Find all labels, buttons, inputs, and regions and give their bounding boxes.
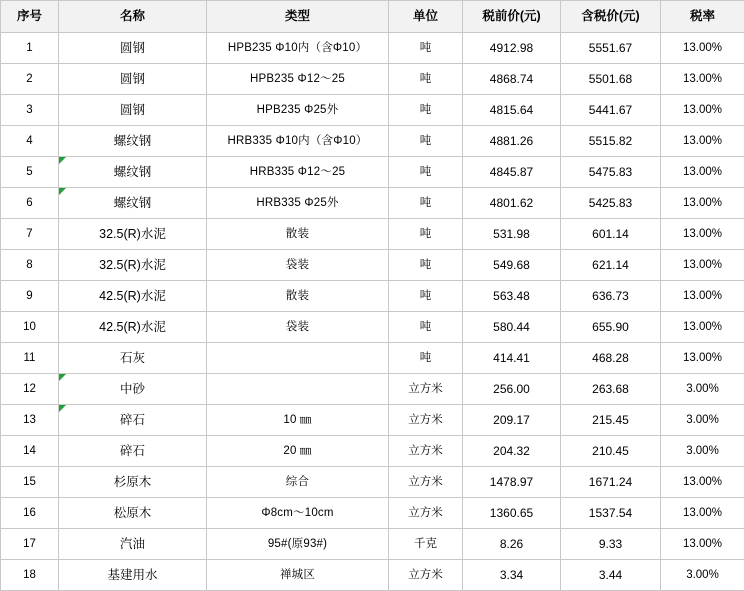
cell-name: 42.5(R)水泥 [59,281,207,312]
cell-tax-rate: 13.00% [661,498,744,529]
cell-unit: 吨 [389,188,463,219]
cell-name: 圆钢 [59,95,207,126]
cell-unit: 吨 [389,281,463,312]
cell-type: 20 ㎜ [207,436,389,467]
cell-pretax-price: 209.17 [463,405,561,436]
cell-unit: 立方米 [389,405,463,436]
cell-name: 螺纹钢 [59,126,207,157]
cell-taxed-price: 210.45 [561,436,661,467]
cell-tax-rate: 13.00% [661,467,744,498]
cell-seq: 11 [1,343,59,374]
cell-type [207,343,389,374]
cell-pretax-price: 3.34 [463,560,561,591]
table-row [1,64,744,95]
cell-pretax-price: 4881.26 [463,126,561,157]
cell-name: 石灰 [59,343,207,374]
table-body [1,33,744,591]
column-header-type: 类型 [207,1,389,33]
cell-type: HPB235 Φ12～25 [207,64,389,95]
cell-seq: 5 [1,157,59,188]
cell-tax-rate: 3.00% [661,374,744,405]
cell-type: 综合 [207,467,389,498]
cell-seq: 1 [1,33,59,64]
cell-tax-rate: 13.00% [661,281,744,312]
table-row [1,188,744,219]
cell-tax-rate: 3.00% [661,436,744,467]
cell-pretax-price: 563.48 [463,281,561,312]
cell-tax-rate: 13.00% [661,64,744,95]
cell-pretax-price: 531.98 [463,219,561,250]
cell-seq: 14 [1,436,59,467]
cell-pretax-price: 414.41 [463,343,561,374]
cell-unit: 立方米 [389,374,463,405]
cell-seq: 3 [1,95,59,126]
cell-name: 32.5(R)水泥 [59,250,207,281]
cell-unit: 吨 [389,250,463,281]
cell-taxed-price: 3.44 [561,560,661,591]
cell-type: HRB335 Φ12～25 [207,157,389,188]
cell-type: 95#(原93#) [207,529,389,560]
table-row [1,374,744,405]
table-row [1,126,744,157]
table-row [1,498,744,529]
cell-taxed-price: 636.73 [561,281,661,312]
cell-tax-rate: 13.00% [661,343,744,374]
cell-seq: 8 [1,250,59,281]
table-row [1,405,744,436]
cell-unit: 立方米 [389,560,463,591]
cell-unit: 立方米 [389,467,463,498]
cell-name: 螺纹钢 [59,157,207,188]
table-row [1,250,744,281]
cell-taxed-price: 5441.67 [561,95,661,126]
cell-seq: 7 [1,219,59,250]
cell-taxed-price: 655.90 [561,312,661,343]
cell-name: 32.5(R)水泥 [59,219,207,250]
cell-taxed-price: 5515.82 [561,126,661,157]
cell-type: HRB335 Φ25外 [207,188,389,219]
cell-unit: 吨 [389,33,463,64]
cell-name: 基建用水 [59,560,207,591]
cell-name: 圆钢 [59,64,207,95]
cell-type: HPB235 Φ25外 [207,95,389,126]
cell-taxed-price: 601.14 [561,219,661,250]
cell-name: 松原木 [59,498,207,529]
cell-tax-rate: 13.00% [661,312,744,343]
column-header-unit: 单位 [389,1,463,33]
table-row [1,281,744,312]
table-row [1,219,744,250]
table-row [1,467,744,498]
table-row [1,343,744,374]
cell-taxed-price: 9.33 [561,529,661,560]
cell-type: 禅城区 [207,560,389,591]
cell-type: HRB335 Φ10内（含Φ10） [207,126,389,157]
cell-tax-rate: 13.00% [661,219,744,250]
cell-seq: 13 [1,405,59,436]
cell-seq: 18 [1,560,59,591]
cell-tax-rate: 13.00% [661,157,744,188]
cell-taxed-price: 215.45 [561,405,661,436]
cell-tax-rate: 3.00% [661,560,744,591]
cell-type: 袋装 [207,312,389,343]
cell-name: 碎石 [59,436,207,467]
cell-pretax-price: 8.26 [463,529,561,560]
cell-unit: 吨 [389,219,463,250]
table-row [1,312,744,343]
table-row [1,529,744,560]
cell-type: 散装 [207,281,389,312]
cell-tax-rate: 13.00% [661,126,744,157]
cell-seq: 15 [1,467,59,498]
cell-unit: 吨 [389,126,463,157]
cell-tax-rate: 3.00% [661,405,744,436]
column-header-taxed-price: 含税价(元) [561,1,661,33]
cell-unit: 立方米 [389,498,463,529]
cell-taxed-price: 5425.83 [561,188,661,219]
cell-type: 散装 [207,219,389,250]
cell-taxed-price: 1671.24 [561,467,661,498]
cell-seq: 17 [1,529,59,560]
table-row [1,157,744,188]
cell-pretax-price: 4801.62 [463,188,561,219]
cell-pretax-price: 4868.74 [463,64,561,95]
cell-taxed-price: 5551.67 [561,33,661,64]
cell-pretax-price: 580.44 [463,312,561,343]
column-header-seq: 序号 [1,1,59,33]
cell-taxed-price: 263.68 [561,374,661,405]
cell-unit: 吨 [389,312,463,343]
cell-pretax-price: 1478.97 [463,467,561,498]
cell-type: 10 ㎜ [207,405,389,436]
cell-tax-rate: 13.00% [661,529,744,560]
table-row [1,95,744,126]
cell-taxed-price: 468.28 [561,343,661,374]
cell-unit: 吨 [389,64,463,95]
cell-pretax-price: 4845.87 [463,157,561,188]
cell-seq: 12 [1,374,59,405]
table-header-row [1,1,744,33]
table-row [1,560,744,591]
cell-type [207,374,389,405]
column-header-name: 名称 [59,1,207,33]
cell-pretax-price: 1360.65 [463,498,561,529]
cell-name: 汽油 [59,529,207,560]
cell-taxed-price: 5475.83 [561,157,661,188]
cell-tax-rate: 13.00% [661,95,744,126]
column-header-tax-rate: 税率 [661,1,744,33]
cell-pretax-price: 256.00 [463,374,561,405]
cell-unit: 千克 [389,529,463,560]
cell-pretax-price: 549.68 [463,250,561,281]
cell-pretax-price: 204.32 [463,436,561,467]
cell-seq: 6 [1,188,59,219]
cell-taxed-price: 1537.54 [561,498,661,529]
cell-name: 圆钢 [59,33,207,64]
cell-tax-rate: 13.00% [661,188,744,219]
cell-name: 碎石 [59,405,207,436]
cell-name: 螺纹钢 [59,188,207,219]
cell-tax-rate: 13.00% [661,250,744,281]
cell-taxed-price: 5501.68 [561,64,661,95]
cell-seq: 2 [1,64,59,95]
cell-tax-rate: 13.00% [661,33,744,64]
table-row [1,436,744,467]
cell-unit: 立方米 [389,436,463,467]
cell-seq: 4 [1,126,59,157]
cell-type: Φ8cm～10cm [207,498,389,529]
cell-seq: 10 [1,312,59,343]
cell-seq: 9 [1,281,59,312]
cell-unit: 吨 [389,157,463,188]
cell-name: 中砂 [59,374,207,405]
cell-unit: 吨 [389,95,463,126]
cell-name: 杉原木 [59,467,207,498]
cell-unit: 吨 [389,343,463,374]
cell-name: 42.5(R)水泥 [59,312,207,343]
cell-type: HPB235 Φ10内（含Φ10） [207,33,389,64]
cell-taxed-price: 621.14 [561,250,661,281]
cell-type: 袋装 [207,250,389,281]
column-header-pretax-price: 税前价(元) [463,1,561,33]
cell-pretax-price: 4815.64 [463,95,561,126]
cell-pretax-price: 4912.98 [463,33,561,64]
cell-seq: 16 [1,498,59,529]
table-row [1,33,744,64]
